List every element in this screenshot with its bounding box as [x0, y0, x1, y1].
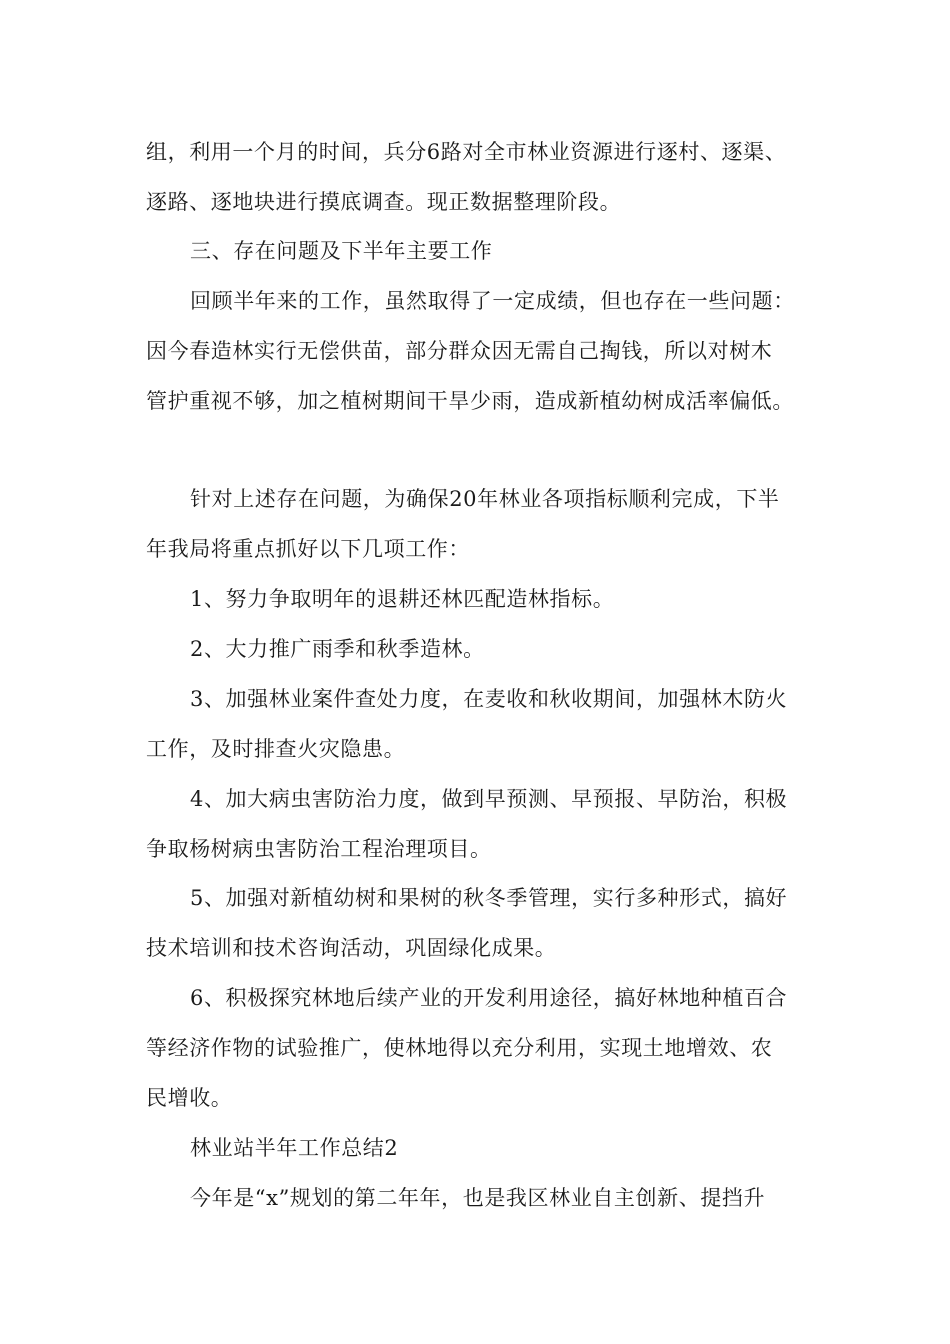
list-item-continuation: 民增收。	[146, 1086, 233, 1110]
list-item: 1、努力争取明年的退耕还林匹配造林指标。	[190, 587, 615, 611]
paragraph-line: 今年是“x”规划的第二年年，也是我区林业自主创新、提挡升	[190, 1186, 766, 1210]
paragraph-line: 组，利用一个月的时间，兵分6路对全市林业资源进行逐村、逐渠、	[146, 140, 787, 164]
document-subtitle: 林业站半年工作总结2	[190, 1136, 399, 1160]
section-heading: 三、存在问题及下半年主要工作	[190, 239, 493, 263]
paragraph-line: 逐路、逐地块进行摸底调查。现正数据整理阶段。	[146, 190, 622, 214]
list-item-continuation: 争取杨树病虫害防治工程治理项目。	[146, 837, 492, 861]
list-item-continuation: 工作，及时排查火灾隐患。	[146, 737, 406, 761]
paragraph-line: 管护重视不够，加之植树期间干旱少雨，造成新植幼树成活率偏低。	[146, 389, 794, 413]
paragraph-line: 回顾半年来的工作，虽然取得了一定成绩，但也存在一些问题：	[190, 289, 795, 313]
paragraph-line: 针对上述存在问题，为确保20年林业各项指标顺利完成，下半	[190, 487, 780, 511]
list-item-continuation: 技术培训和技术咨询活动，巩固绿化成果。	[146, 936, 557, 960]
list-item: 2、大力推广雨季和秋季造林。	[190, 637, 485, 661]
list-item: 4、加大病虫害防治力度，做到早预测、早预报、早防治，积极	[190, 787, 788, 811]
paragraph-line: 因今春造林实行无偿供苗，部分群众因无需自己掏钱，所以对树木	[146, 339, 773, 363]
paragraph-line: 年我局将重点抓好以下几项工作：	[146, 537, 470, 561]
list-item-continuation: 等经济作物的试验推广，使林地得以充分利用，实现土地增效、农	[146, 1036, 773, 1060]
list-item: 6、积极探究林地后续产业的开发利用途径，搞好林地种植百合	[190, 986, 788, 1010]
list-item: 3、加强林业案件查处力度，在麦收和秋收期间，加强林木防火	[190, 687, 788, 711]
list-item: 5、加强对新植幼树和果树的秋冬季管理，实行多种形式，搞好	[190, 886, 788, 910]
